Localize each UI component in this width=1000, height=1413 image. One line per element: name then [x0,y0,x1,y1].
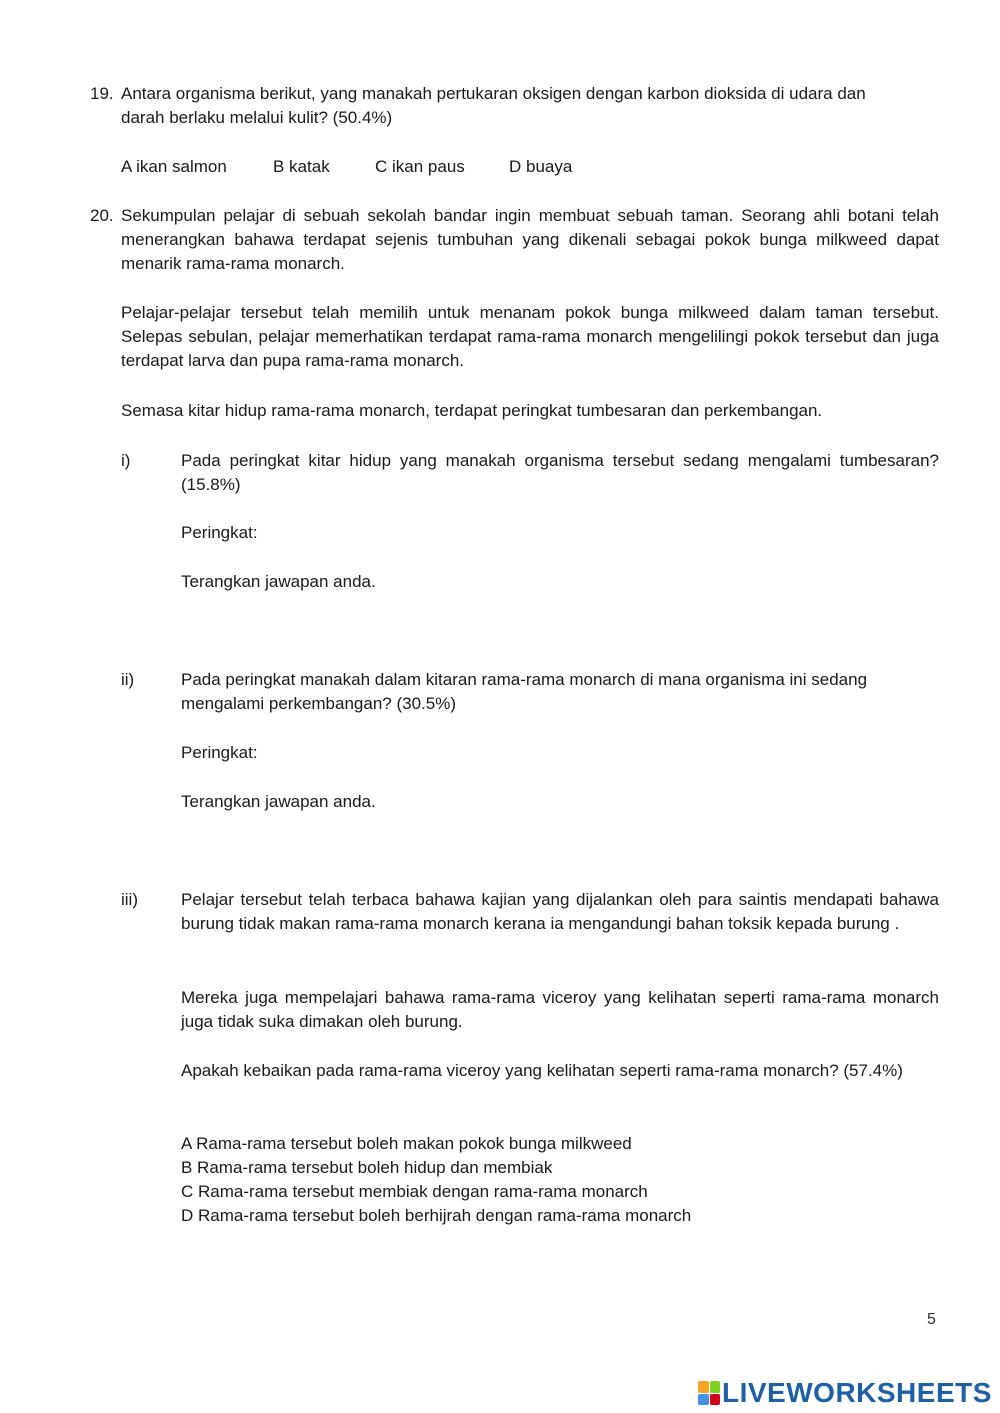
part-i-stage-label: Peringkat: [181,523,258,542]
part-ii-question: Pada peringkat manakah dalam kitaran rama-rama monarch di mana organisma ini sedang mengalami perkembangan? (30.5%) [181,670,868,713]
question-19-options [121,155,572,179]
question-20-paragraph-2: Pelajar-pelajar tersebut telah memilih untuk menanam pokok bunga milkweed dalam taman tersebut. Selepas sebulan, pelajar memerhatikan terdapat rama-rama monarch mengelilingi pokok tersebut dan juga terdapat larva dan pupa rama-rama monarch. [121,303,939,370]
part-ii-stage-label: Peringkat: [181,743,258,762]
part-ii-label: ii) [121,670,135,689]
part-iii-options [181,1132,939,1228]
part-iii-paragraph-2: Mereka juga mempelajari bahawa rama-rama viceroy yang kelihatan seperti rama-rama monarch juga tidak suka dimakan oleh burung. [181,988,939,1031]
liveworksheets-logo-text: LIVEWORKSHEETS [722,1377,992,1408]
question-19-line-1: Antara organisma berikut, yang manakah pertukaran oksigen dengan karbon dioksida di udara dan [121,84,866,103]
part-iii-paragraph-1: Pelajar tersebut telah terbaca bahawa kajian yang dijalankan oleh para saintis mendapati bahawa burung tidak makan rama-rama monarch kerana ia mengandungi bahan toksik kepada burung . [181,890,939,933]
q19-option-b: B katak [273,157,330,176]
part-iii-option-d: D Rama-rama tersebut boleh berhijrah dengan rama-rama monarch [181,1206,692,1225]
question-20-paragraph-3: Semasa kitar hidup rama-rama monarch, terdapat peringkat tumbesaran dan perkembangan. [121,401,823,420]
part-iii-option-b: B Rama-rama tersebut boleh hidup dan membiak [181,1158,553,1177]
page-number: 5 [927,1311,936,1328]
question-19-line-2: darah berlaku melalui kulit? (50.4%) [121,108,393,127]
q19-option-a: A ikan salmon [121,157,227,176]
q19-option-c: C ikan paus [375,157,465,176]
part-iii-paragraph-3: Apakah kebaikan pada rama-rama viceroy yang kelihatan seperti rama-rama monarch? (57.4%) [181,1061,903,1080]
part-iii-option-c: C Rama-rama tersebut membiak dengan rama-rama monarch [181,1182,648,1201]
part-i-label: i) [121,451,131,470]
q19-option-d: D buaya [509,157,573,176]
part-iii-option-a: A Rama-rama tersebut boleh makan pokok bunga milkweed [181,1134,632,1153]
part-iii-label: iii) [121,890,138,909]
liveworksheets-logo-icon [698,1381,720,1405]
part-ii-explain-label: Terangkan jawapan anda. [181,792,376,811]
part-i-explain-label: Terangkan jawapan anda. [181,572,376,591]
question-19-number: 19. [90,84,114,103]
question-20-number: 20. [90,206,114,225]
question-20-paragraph-1: Sekumpulan pelajar di sebuah sekolah bandar ingin membuat sebuah taman. Seorang ahli botani telah menerangkan bahawa terdapat sejenis tumbuhan yang dikenali sebagai pokok bunga milkweed dapat menarik rama-rama monarch. [121,206,939,273]
liveworksheets-logo [698,1378,992,1408]
part-i-question: Pada peringkat kitar hidup yang manakah organisma tersebut sedang mengalami tumbesaran? (15.8%) [181,451,939,494]
